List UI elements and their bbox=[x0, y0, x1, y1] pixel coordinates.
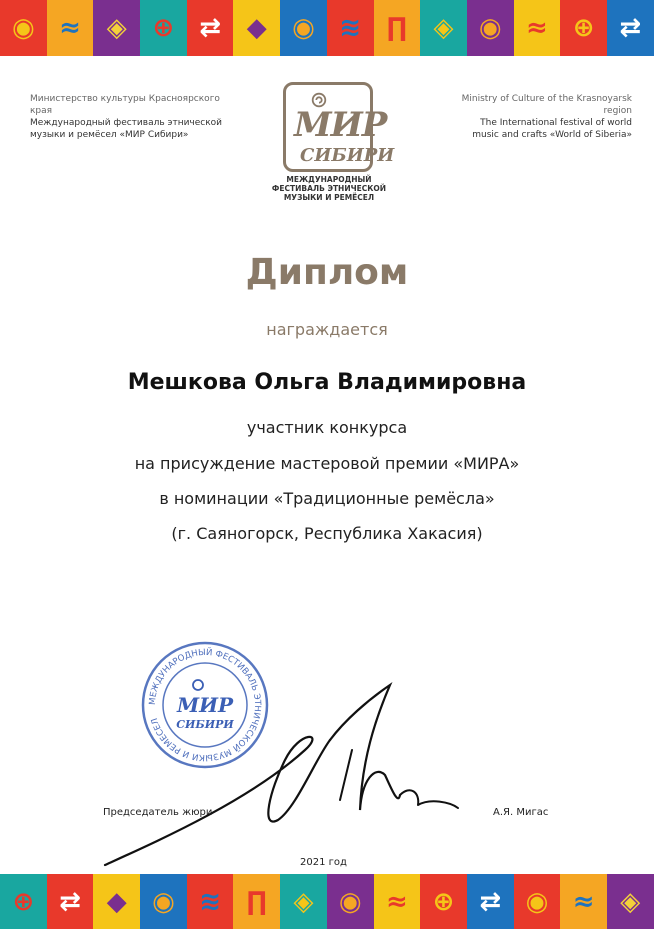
description-line-4: (г. Саяногорск, Республика Хакасия) bbox=[171, 524, 483, 543]
festival-logo bbox=[283, 82, 395, 172]
festival-name-ru-line2: музыки и ремёсел «МИР Сибири» bbox=[30, 130, 189, 140]
border-tile bbox=[467, 0, 514, 56]
ministry-name-en: Ministry of Culture of the Krasnoyarsk region bbox=[461, 94, 632, 116]
border-tile bbox=[327, 874, 374, 929]
spiral-icon: ◉ bbox=[12, 13, 35, 43]
diamond-icon: ◈ bbox=[106, 13, 127, 43]
border-tile bbox=[374, 0, 421, 56]
border-tile bbox=[140, 874, 187, 929]
spiral-icon: ◉ bbox=[292, 13, 315, 43]
chairman-signature bbox=[100, 680, 460, 870]
description-line-2: на присуждение мастеровой премии «МИРА» bbox=[134, 454, 520, 473]
wave-icon: ≈ bbox=[59, 13, 81, 43]
description-line-1: участник конкурса bbox=[246, 418, 408, 437]
arrows-icon: ⇄ bbox=[59, 886, 81, 917]
stamp-word-mir: МИР bbox=[176, 693, 234, 717]
arrows-icon: ⇄ bbox=[199, 13, 221, 43]
border-tile bbox=[47, 874, 94, 929]
logo-subtitle-line3: МУЗЫКИ И РЕМЁСЕЛ bbox=[283, 193, 375, 202]
stamp-word-sibiri: СИБИРИ bbox=[176, 718, 234, 731]
spiral-icon: ◉ bbox=[152, 886, 175, 917]
border-tile bbox=[420, 874, 467, 929]
border-tile bbox=[0, 0, 47, 56]
festival-name-en-line2: music and crafts «World of Siberia» bbox=[472, 130, 632, 140]
gate-icon: ∏ bbox=[386, 13, 408, 43]
header-right bbox=[432, 93, 632, 141]
diploma-title: Диплом bbox=[245, 252, 409, 293]
arrows-icon: ⇄ bbox=[619, 13, 642, 43]
logo-word-mir: МИР bbox=[294, 105, 387, 145]
ministry-name-ru: Министерство культуры Красноярского края bbox=[30, 94, 220, 116]
stamp-ring-text: МЕЖДУНАРОДНЫЙ ФЕСТИВАЛЬ ЭТНИЧЕСКОЙ МУЗЫКИ И РЕМЕСЕЛ bbox=[147, 647, 263, 763]
spiral-icon: ◉ bbox=[478, 13, 502, 43]
border-tile bbox=[47, 0, 94, 56]
logo-subtitle-line2: ФЕСТИВАЛЬ ЭТНИЧЕСКОЙ bbox=[271, 184, 387, 193]
border-tile bbox=[607, 0, 654, 56]
cross-circle-icon: ⊕ bbox=[572, 13, 595, 43]
border-tile bbox=[187, 874, 234, 929]
border-tile bbox=[233, 874, 280, 929]
wave-icon: ≈ bbox=[385, 886, 408, 917]
border-tile bbox=[514, 874, 561, 929]
logo-subtitle bbox=[269, 175, 389, 202]
recipient-name: Мешкова Ольга Владимировна bbox=[127, 370, 527, 395]
border-tile bbox=[560, 874, 607, 929]
border-tile bbox=[374, 874, 421, 929]
logo-subtitle-line1: МЕЖДУНАРОДНЫЙ bbox=[286, 175, 372, 184]
spiral-icon: ◉ bbox=[338, 886, 362, 917]
border-tile bbox=[187, 0, 234, 56]
border-tile bbox=[140, 0, 187, 56]
logo-word-sibiri: СИБИРИ bbox=[300, 145, 395, 166]
border-tile bbox=[560, 0, 607, 56]
gate-icon: ∏ bbox=[246, 886, 268, 917]
wave-icon: ≋ bbox=[199, 886, 221, 917]
diamond-icon: ◈ bbox=[293, 886, 314, 917]
border-tile bbox=[93, 874, 140, 929]
cross-circle-icon: ⊕ bbox=[432, 886, 455, 917]
wave-icon: ≋ bbox=[339, 13, 362, 43]
signatory-name: А.Я. Мигас bbox=[493, 807, 549, 818]
border-tile bbox=[233, 0, 280, 56]
border-tile bbox=[93, 0, 140, 56]
header-left bbox=[30, 93, 230, 141]
border-tile bbox=[0, 874, 47, 929]
wave-icon: ≈ bbox=[572, 886, 595, 917]
diamond-icon: ◆ bbox=[106, 886, 127, 917]
border-tile bbox=[607, 874, 654, 929]
festival-name-en-line1: The International festival of world bbox=[480, 118, 632, 128]
signature-label: Председатель жюри bbox=[103, 807, 213, 818]
border-tile bbox=[467, 874, 514, 929]
festival-name-ru-line1: Международный фестиваль этнической bbox=[30, 118, 223, 128]
border-tile bbox=[514, 0, 561, 56]
border-tile bbox=[327, 0, 374, 56]
issue-year: 2021 год bbox=[300, 857, 347, 868]
arrows-icon: ⇄ bbox=[479, 886, 502, 917]
cross-circle-icon: ⊕ bbox=[12, 886, 35, 917]
wave-icon: ≈ bbox=[526, 13, 548, 43]
border-tile bbox=[420, 0, 467, 56]
ornament-border-bottom bbox=[0, 874, 654, 929]
spiral-icon: ◉ bbox=[525, 886, 549, 917]
border-tile bbox=[280, 874, 327, 929]
diamond-icon: ◆ bbox=[246, 13, 267, 43]
cross-circle-icon: ⊕ bbox=[152, 13, 175, 43]
ornament-border-top bbox=[0, 0, 654, 56]
border-tile bbox=[280, 0, 327, 56]
awarded-label: награждается bbox=[266, 320, 388, 339]
diamond-icon: ◈ bbox=[620, 886, 641, 917]
description-line-3: в номинации «Традиционные ремёсла» bbox=[159, 489, 495, 508]
diamond-icon: ◈ bbox=[433, 13, 454, 43]
